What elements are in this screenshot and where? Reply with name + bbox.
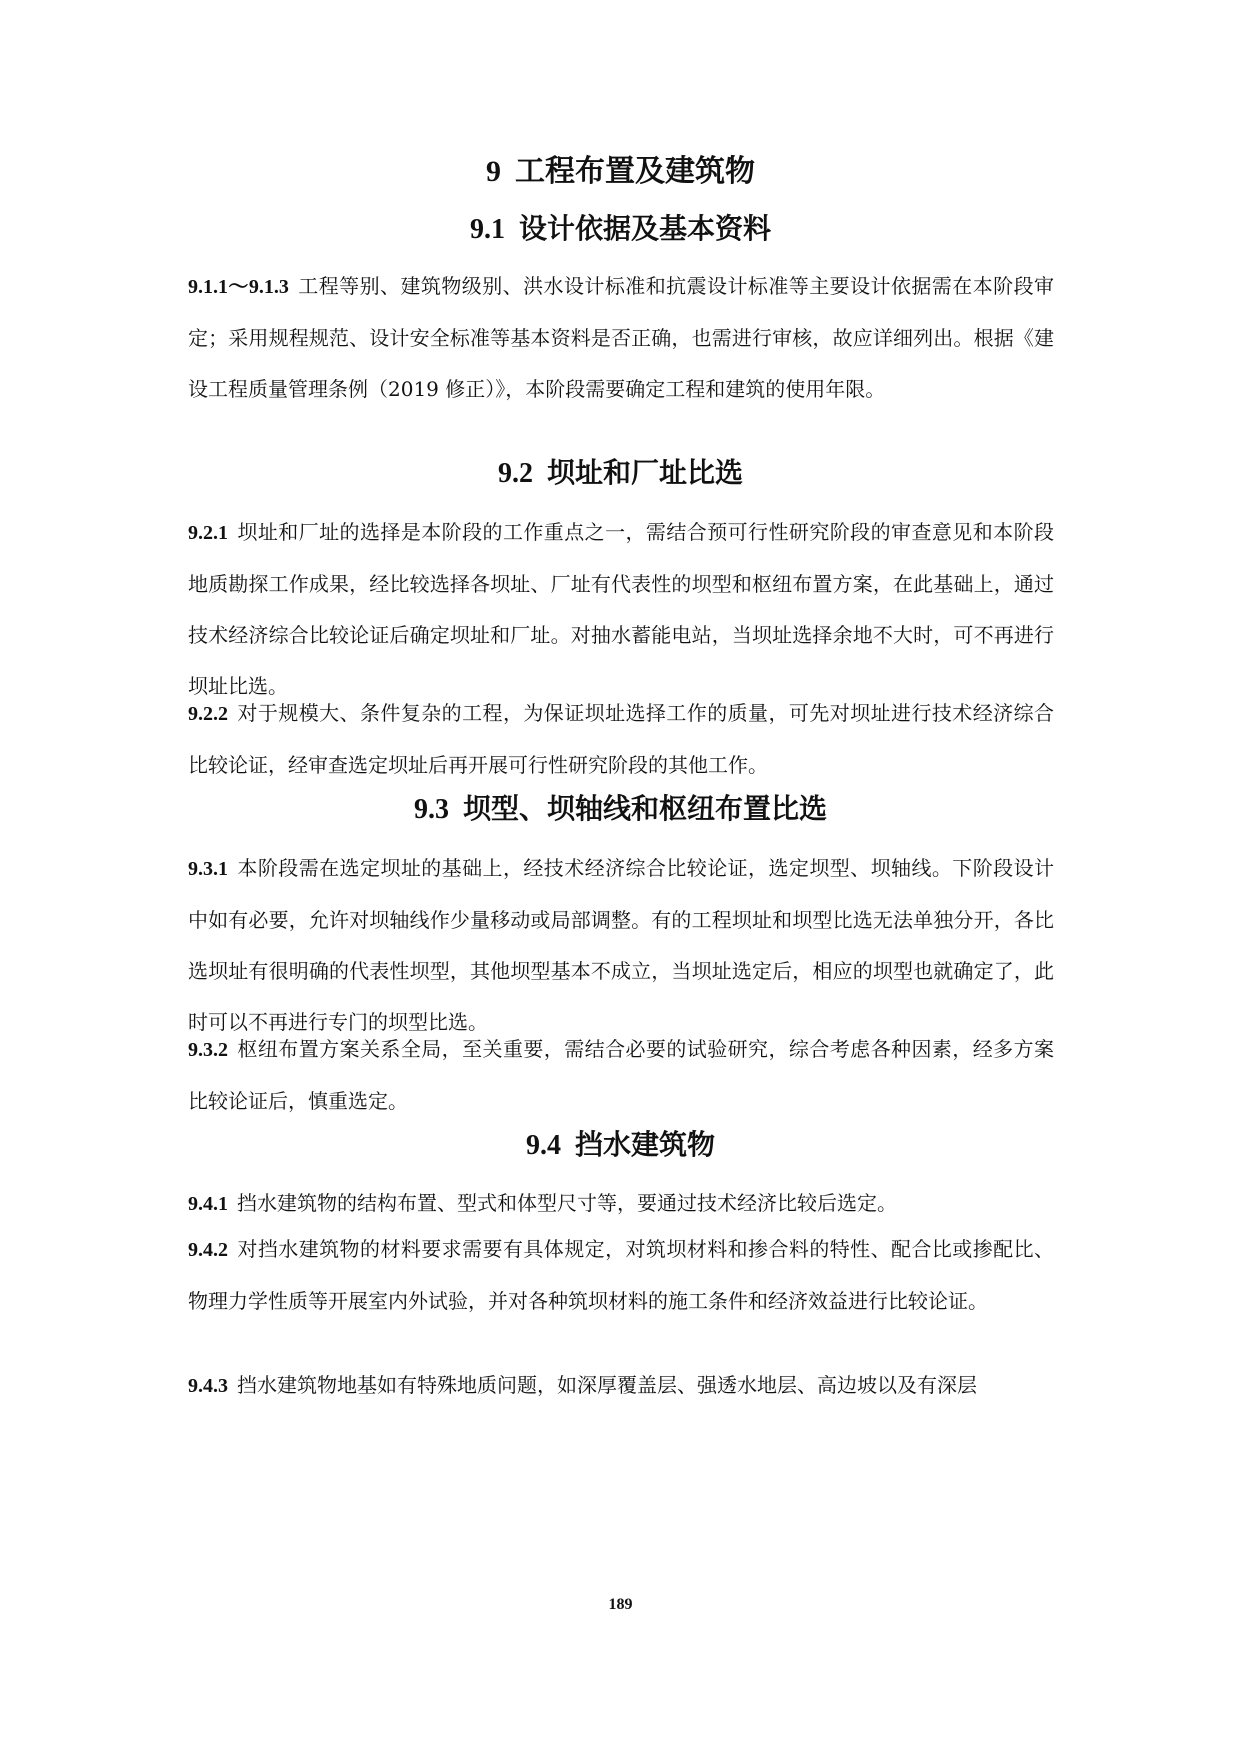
- section-heading: [0, 454, 1241, 493]
- clause-number: 9.4.2: [188, 1239, 228, 1261]
- paragraph-text: 坝址和厂址的选择是本阶段的工作重点之一，需结合预可行性研究阶段的审查意见和本阶段地质勘探工作成果，经比较选择各坝址、厂址有代表性的坝型和枢纽布置方案，在此基础上，通过技术经济综合比较论证后确定坝址和厂址。对抽水蓄能电站，当坝址选择余地不大时，可不再进行坝址比选。: [188, 520, 1054, 698]
- section-number: 9.1: [469, 214, 505, 245]
- paragraph: [188, 688, 1054, 791]
- section-number: 9.4: [525, 1130, 561, 1161]
- section-title: 坝型、坝轴线和枢纽布置比选: [462, 792, 827, 825]
- clause-number: 9.2.1: [188, 522, 228, 544]
- paragraph: [188, 1024, 1054, 1127]
- paragraph: [188, 507, 1054, 712]
- clause-number: 9.2.2: [188, 703, 228, 725]
- paragraph-text: 本阶段需在选定坝址的基础上，经技术经济综合比较论证，选定坝型、坝轴线。下阶段设计中如有必要，允许对坝轴线作少量移动或局部调整。有的工程坝址和坝型比选无法单独分开，各比选坝址有很明确的代表性坝型，其他坝型基本不成立，当坝址选定后，相应的坝型也就确定了，此时可以不再进行专门的坝型比选。: [188, 856, 1054, 1034]
- section-heading: [0, 790, 1241, 829]
- chapter-number: 9: [486, 155, 501, 188]
- section-title: 挡水建筑物: [574, 1128, 715, 1161]
- paragraph-text: 对挡水建筑物的材料要求需要有具体规定，对筑坝材料和掺合料的特性、配合比或掺配比、物理力学性质等开展室内外试验，并对各种筑坝材料的施工条件和经济效益进行比较论证。: [188, 1237, 1054, 1313]
- section-number: 9.2: [497, 458, 533, 489]
- clause-number: 9.3.2: [188, 1039, 228, 1061]
- paragraph: [188, 261, 1054, 415]
- paragraph-text: 对于规模大、条件复杂的工程，为保证坝址选择工作的质量，可先对坝址进行技术经济综合比较论证，经审查选定坝址后再开展可行性研究阶段的其他工作。: [188, 701, 1054, 777]
- paragraph-text: 挡水建筑物地基如有特殊地质问题，如深厚覆盖层、强透水地层、高边坡以及有深层: [237, 1373, 977, 1397]
- paragraph-text: 挡水建筑物的结构布置、型式和体型尺寸等，要通过技术经济比较后选定。: [237, 1191, 897, 1215]
- page-number: 189: [608, 1596, 633, 1613]
- clause-number: 9.4.1: [188, 1193, 228, 1215]
- paragraph: [188, 1224, 1054, 1327]
- clause-number: 9.4.3: [188, 1375, 228, 1397]
- paragraph: [188, 843, 1054, 1048]
- clause-number: 9.3.1: [188, 858, 228, 880]
- paragraph-text: 枢纽布置方案关系全局，至关重要，需结合必要的试验研究，综合考虑各种因素，经多方案比较论证后，慎重选定。: [188, 1037, 1054, 1113]
- section-heading: [0, 1126, 1241, 1165]
- section-number: 9.3: [413, 794, 449, 825]
- section-title: 坝址和厂址比选: [546, 456, 743, 489]
- paragraph: [188, 1178, 1054, 1230]
- paragraph: [188, 1360, 1054, 1412]
- section-heading: [0, 210, 1241, 249]
- chapter-heading: [0, 152, 1241, 192]
- clause-number: 9.1.1～9.1.3: [188, 276, 289, 298]
- section-title: 设计依据及基本资料: [518, 212, 771, 245]
- paragraph-text: 工程等别、建筑物级别、洪水设计标准和抗震设计标准等主要设计依据需在本阶段审定；采用规程规范、设计安全标准等基本资料是否正确，也需进行审核，故应详细列出。根据《建设工程质量管理条例（2019 修正）》，本阶段需要确定工程和建筑的使用年限。: [188, 274, 1055, 401]
- chapter-title: 工程布置及建筑物: [515, 154, 755, 189]
